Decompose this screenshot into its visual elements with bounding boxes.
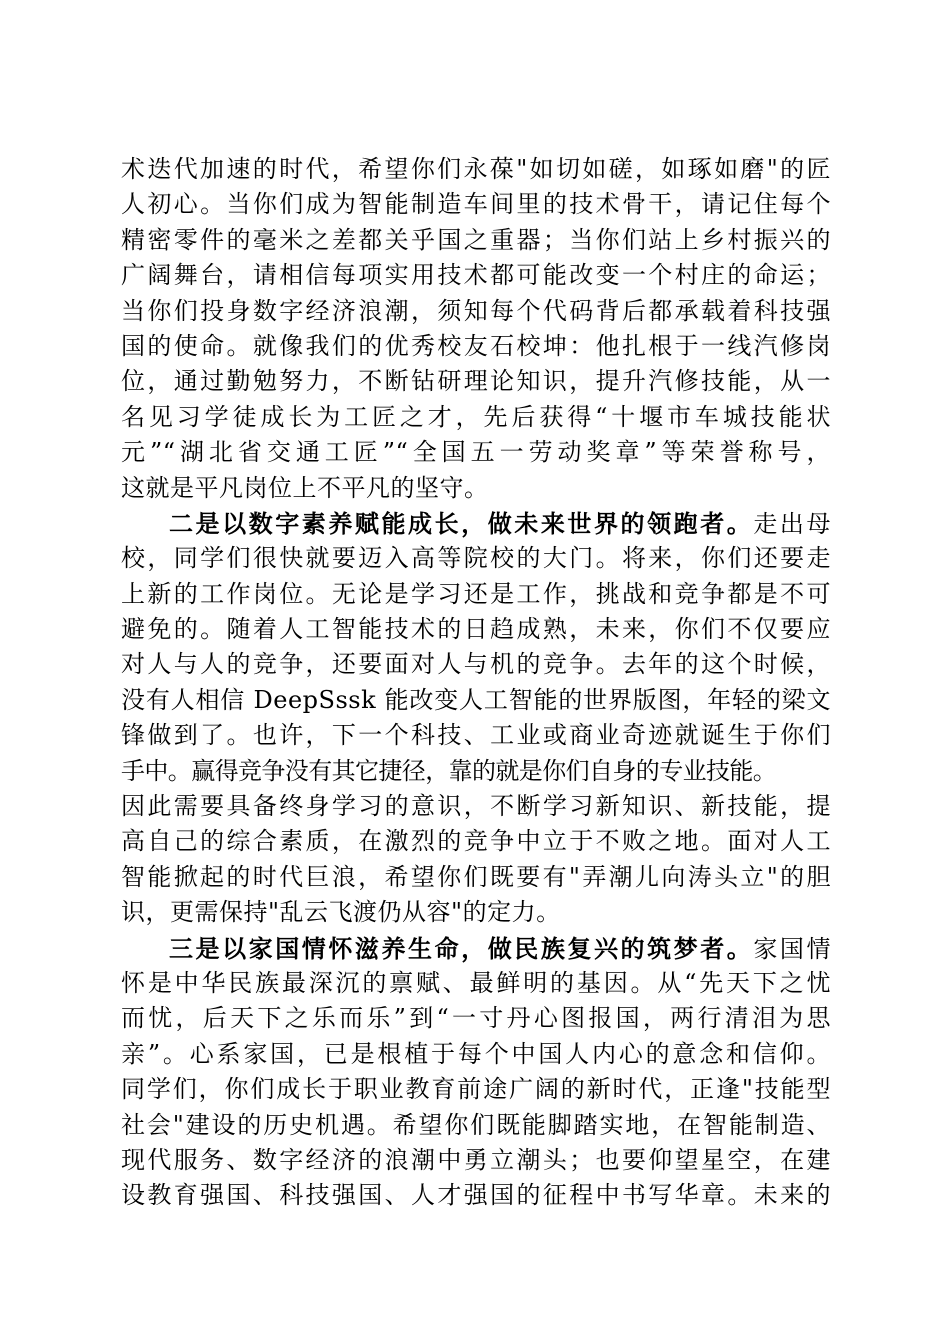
- text-line: 手中。赢得竞争没有其它捷径，靠的就是你们自身的专业技能。: [121, 756, 777, 785]
- text-line: 智能掀起的时代巨浪，希望你们既要有"弄潮儿向涛头立"的胆: [121, 862, 831, 891]
- text-line: 元”“湖北省交通工匠”“全国五一劳动奖章”等荣誉称号，: [121, 438, 831, 467]
- text-line: 锋做到了。也许，下一个科技、工业或商业奇迹就诞生于你们: [121, 721, 831, 750]
- text-line: 而忧，后天下之乐而乐”到“一寸丹心图报国，两行清泪为思: [121, 1004, 831, 1033]
- text-line: 术迭代加速的时代，希望你们永葆"如切如磋，如琢如磨"的匠: [121, 155, 831, 183]
- text-line: 人初心。当你们成为智能制造车间里的技术骨干，请记住每个: [121, 190, 831, 219]
- text-line: 因此需要具备终身学习的意识，不断学习新知识、新技能，提: [121, 792, 831, 821]
- text-line: 广阔舞台，请相信每项实用技术都可能改变一个村庄的命运；: [121, 261, 831, 290]
- text-line: 现代服务、数字经济的浪潮中勇立潮头；也要仰望星空，在建: [121, 1145, 831, 1174]
- text-line: 校，同学们很快就要迈入高等院校的大门。将来，你们还要走: [121, 544, 831, 573]
- text-line: 怀是中华民族最深沉的禀赋、最鲜明的基因。从“先天下之忧: [121, 968, 831, 997]
- text-line: 对人与人的竞争，还要面对人与机的竞争。去年的这个时候，: [121, 650, 831, 679]
- text-line: 名见习学徒成长为工匠之才，先后获得“十堰市车城技能状: [121, 402, 831, 431]
- paragraph-heading: 二是以数字素养赋能成长，做未来世界的领跑者。: [169, 508, 754, 538]
- paragraph-lead-text: 家国情: [753, 934, 831, 963]
- paragraph-lead-text: 走出母: [753, 509, 831, 538]
- text-line: 避免的。随着人工智能技术的日趋成熟，未来，你们不仅要应: [121, 615, 831, 644]
- paragraph-heading: 三是以家国情怀滋养生命，做民族复兴的筑梦者。: [169, 933, 754, 963]
- text-line: 位，通过勤勉努力，不断钻研理论知识，提升汽修技能，从一: [121, 367, 831, 396]
- text-line: 当你们投身数字经济浪潮，须知每个代码背后都承载着科技强: [121, 296, 831, 325]
- text-line: 同学们，你们成长于职业教育前途广阔的新时代，正逢"技能型: [121, 1075, 831, 1104]
- document-body: [121, 152, 831, 1214]
- text-line: 精密零件的毫米之差都关乎国之重器；当你们站上乡村振兴的: [121, 225, 831, 254]
- paragraph-first-line: [121, 506, 831, 541]
- text-line: 设教育强国、科技强国、人才强国的征程中书写华章。未来的: [121, 1181, 831, 1210]
- text-line: 上新的工作岗位。无论是学习还是工作，挑战和竞争都是不可: [121, 579, 831, 608]
- text-line: 社会"建设的历史机遇。希望你们既能脚踏实地，在智能制造、: [121, 1110, 831, 1139]
- text-line: 亲”。心系家国，已是根植于每个中国人内心的意念和信仰。: [121, 1039, 831, 1068]
- text-line: 这就是平凡岗位上不平凡的坚守。: [121, 473, 489, 502]
- text-line: 识，更需保持"乱云飞渡仍从容"的定力。: [121, 898, 561, 927]
- text-line: 没有人相信 DeepSssk 能改变人工智能的世界版图，年轻的梁文: [121, 685, 831, 714]
- paragraph-first-line: [121, 931, 831, 966]
- text-line: 高自己的综合素质，在激烈的竞争中立于不败之地。面对人工: [121, 827, 831, 856]
- text-line: 国的使命。就像我们的优秀校友石校坤：他扎根于一线汽修岗: [121, 331, 831, 360]
